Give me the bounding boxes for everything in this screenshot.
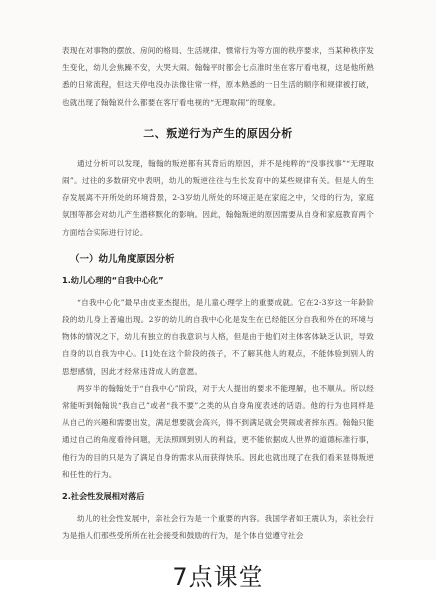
minor-heading-egocentrism: 1.幼儿心理的“自我中心化” [62,274,164,285]
paragraph-egocentrism-definition: “自我中心化”最早由皮亚杰提出，是儿童心理学上的重要成就。它在2-3岁这一年龄阶段的幼儿身上普遍出现。2岁的幼儿的自我中心化是发生在已经能区分自我和外在的环境与物体的情况之下，幼儿有独立的自我意识与人格，但是由于他们对主体客体缺乏认识，导致自身的以自我为中心。[1]处在这个阶段的孩子，不了解其他人的观点，不能体验到别人的思想感情，因此才经常违背成人的意愿。 [62,297,374,376]
page-content [62,42,374,544]
paragraph-intro-continued: 表现在对事物的摆放、房间的格局、生活规律、惯常行为等方面的秩序要求，当某种秩序发生变化，幼儿会焦躁不安，大哭大闹。翰翰平时都会七点准时坐在客厅看电视，这是他所熟悉的日常流程，但这天停电没办法像往常一样，原本熟悉的一日生活的顺序和规律被打破，也就出现了翰翰说什么都要在客厅看电视的“无理取闹”的现象。 [62,46,374,107]
paragraph-social-development: 幼儿的社会性发展中，亲社会行为是一个重要的内容。我国学者如王震认为，亲社会行为是指人们那些受所所在社会接受和鼓励的行为，是个体自觉遵守社会 [62,514,374,541]
minor-heading-social-development: 2.社会性发展相对落后 [62,491,145,502]
paragraph-analysis-overview: 通过分析可以发现，翰翰的叛逆都有其背后的原因，并不是纯粹的“没事找事”“无理取闹”。过往的多数研究中表明，幼儿的叛逆往往与生长发育中的某些规律有关。但是人的生存发展离不开所处的环境背景，2-3岁幼儿所处的环境正是在家庭之中，父母的行为，家庭氛围等都会对幼儿产生潜移默化的影响。因此，翰翰叛逆的原因需要从自身和家庭教育两个方面结合实际进行讨论。 [62,158,374,237]
section-heading: 二、叛逆行为产生的原因分析 [143,126,293,140]
watermark-text: 7点课堂 [0,560,436,600]
subsection-heading: （一）幼儿角度原因分析 [70,253,175,265]
paragraph-egocentrism-example: 两岁半的翰翰处于“自我中心”阶段，对于大人提出的要求不能理解，也不顺从。所以经常能听到翰翰说“我自己”或者“我不要”之类的从自身角度表述的话语。他的行为也同样是从自己的兴趣和需要出发，满足想要就会高兴，得不到满足就会哭闹或者摔东西。翰翰只能通过自己的角度看待问题，无法照顾到别人的利益，更不能依据成人世界的道德标准行事，他行为的目的只是为了满足自身的需求从而获得快乐。因此也就出现了在我们看来显得叛逆和任性的行为。 [62,383,374,479]
